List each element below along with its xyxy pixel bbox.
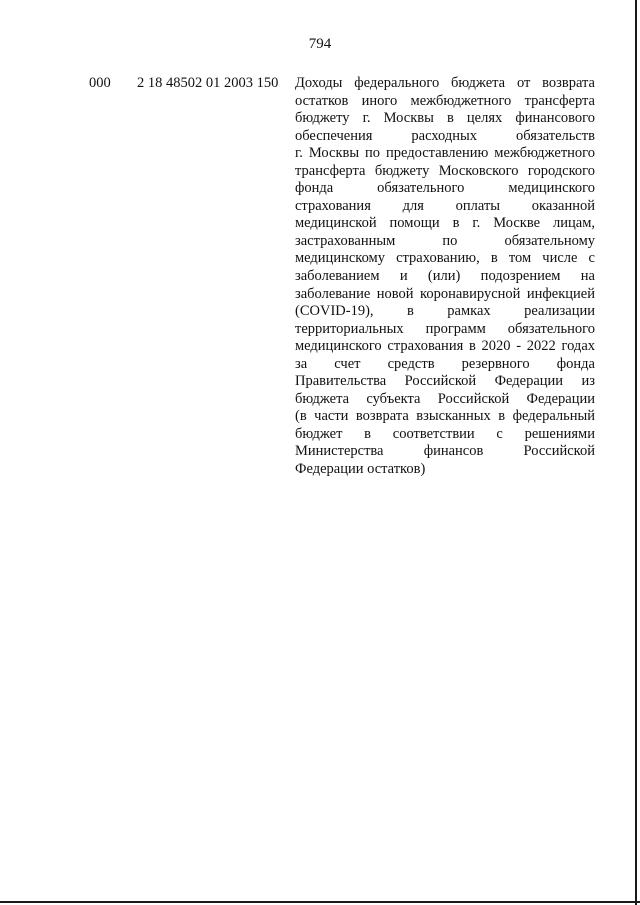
description-line: заболеванием и (или) подозрением на [295,268,595,285]
description-line: страхования для оплаты оказанной [295,197,595,214]
budget-classification-code: 2 18 48502 01 2003 150 [137,75,279,91]
description-line: Правительства Российской Федерации из [295,373,595,390]
page-number: 794 [308,36,332,52]
income-description [295,75,595,479]
description-line: остатков иного межбюджетного трансферта [295,92,595,109]
description-line: медицинской помощи в г. Москве лицам, [295,215,595,232]
description-line: бюджет в соответствии с решениями [295,425,595,442]
description-line: (в части возврата взысканных в федеральный [295,408,595,425]
description-line: бюджета субъекта Российской Федерации [295,390,595,407]
description-line: трансферта бюджету Московского городского [295,162,595,179]
description-line: г. Москвы по предоставлению межбюджетного [295,145,595,162]
page-edge-right [635,0,637,905]
description-line: застрахованным по обязательному [295,232,595,249]
page-edge-bottom [0,901,640,903]
description-line: бюджету г. Москвы в целях финансового [295,110,595,127]
description-line: медицинскому страхованию, в том числе с [295,250,595,267]
description-line: Федерации остатков) [295,461,426,478]
description-line: за счет средств резервного фонда [295,355,595,372]
description-line: Доходы федерального бюджета от возврата [295,75,595,91]
description-line: Министерства финансов Российской [295,443,595,460]
administrator-code: 000 [89,75,111,91]
description-line: обеспечения расходных обязательств [295,127,595,144]
description-line: фонда обязательного медицинского [295,180,595,197]
description-line: заболевание новой коронавирусной инфекцией [295,285,595,302]
description-line: территориальных программ обязательного [295,320,595,337]
description-line: (COVID-19), в рамках реализации [295,303,595,320]
description-line: медицинского страхования в 2020 - 2022 годах [295,338,595,355]
